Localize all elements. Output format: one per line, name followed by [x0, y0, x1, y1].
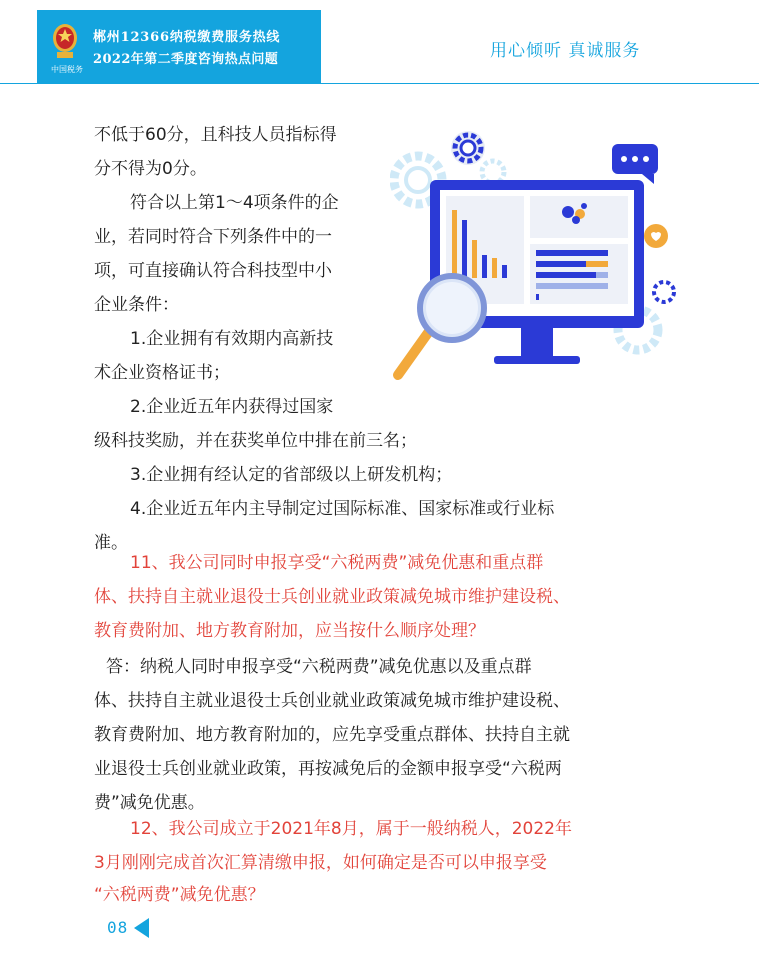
- text-line: 符合以上第1～4项条件的企: [130, 193, 339, 213]
- magnifier-icon: [398, 276, 484, 375]
- header-divider: [0, 83, 759, 84]
- computer-analytics-illustration: [390, 120, 690, 390]
- gear-icon: [451, 131, 485, 165]
- gear-icon: [482, 161, 504, 183]
- gear-icon: [654, 282, 674, 302]
- header-banner: [37, 10, 321, 83]
- text-line: 业，若同时符合下列条件中的一: [94, 227, 332, 247]
- text-line: 级科技奖励，并在获奖单位中排在前三名；: [94, 431, 417, 451]
- slogan: 用心倾听 真诚服务: [490, 41, 641, 61]
- header-title-line1: 郴州12366纳税缴费服务热线: [93, 30, 281, 45]
- heart-bubble-icon: [644, 224, 668, 248]
- text-line: 项，可直接确认符合科技型中小: [94, 261, 332, 281]
- text-line: 企业条件：: [94, 295, 179, 315]
- question-11-line: 体、扶持自主就业退役士兵创业就业政策减免城市维护建设税、: [94, 587, 570, 607]
- page-marker-arrow-icon: [134, 918, 149, 938]
- answer-11-line: 体、扶持自主就业退役士兵创业就业政策减免城市维护建设税、: [94, 691, 570, 711]
- text-line: 分不得为0分。: [94, 159, 207, 179]
- question-11-line: 教育费附加、地方教育附加，应当按什么顺序处理？: [94, 621, 485, 641]
- question-11-line: 11、我公司同时申报享受“六税两费”减免优惠和重点群: [130, 553, 544, 573]
- emblem-caption: 中国税务: [51, 65, 83, 74]
- question-12-line: 3月刚刚完成首次汇算清缴申报，如何确定是否可以申报享受: [94, 853, 547, 873]
- text-line: 4.企业近五年内主导制定过国际标准、国家标准或行业标: [130, 499, 555, 519]
- text-line: 3.企业拥有经认定的省部级以上研发机构；: [130, 465, 453, 485]
- header-title-line2: 2022年第二季度咨询热点问题: [93, 52, 279, 67]
- text-line: 术企业资格证书；: [94, 363, 230, 383]
- text-line: 1.企业拥有有效期内高新技: [130, 329, 334, 349]
- question-12-line: 12、我公司成立于2021年8月，属于一般纳税人，2022年: [130, 819, 572, 839]
- chat-bubble-icon: [612, 144, 658, 184]
- text-line: 准。: [94, 533, 128, 553]
- question-12-line: “六税两费”减免优惠？: [94, 885, 265, 905]
- answer-11-line: 教育费附加、地方教育附加的，应先享受重点群体、扶持自主就: [94, 725, 570, 745]
- answer-11-line: 业退役士兵创业就业政策，再按减免后的金额申报享受“六税两: [94, 759, 562, 779]
- page-number: 08: [107, 918, 129, 937]
- text-line: 2.企业近五年内获得过国家: [130, 397, 334, 417]
- text-line: 不低于60分，且科技人员指标得: [94, 125, 337, 145]
- answer-11-line: 答：纳税人同时申报享受“六税两费”减免优惠以及重点群: [106, 657, 532, 677]
- tax-emblem-icon: [51, 22, 79, 60]
- answer-11-line: 费”减免优惠。: [94, 793, 205, 813]
